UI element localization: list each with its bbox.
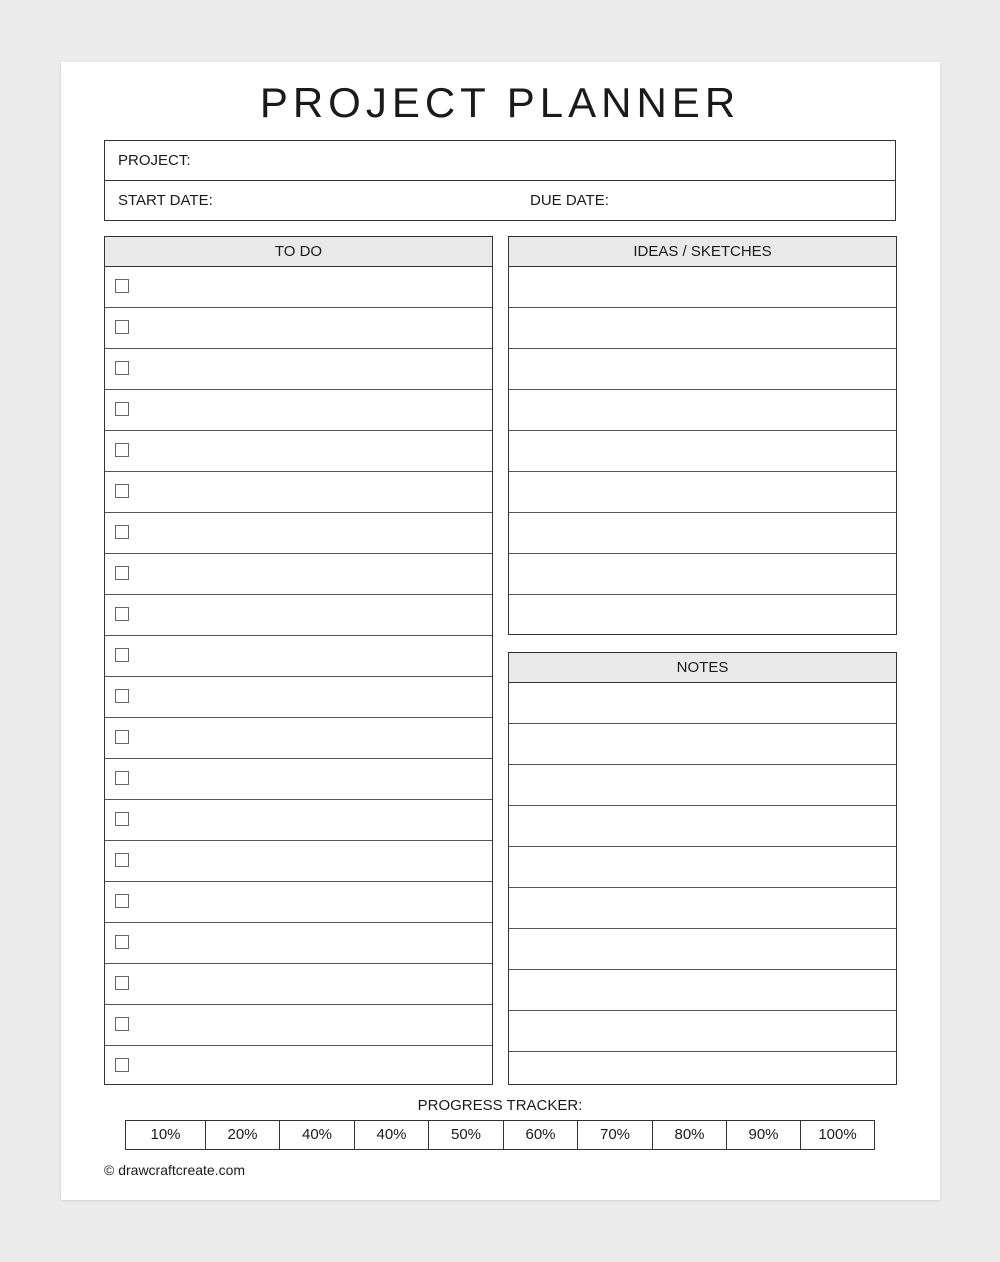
checkbox-icon[interactable] — [115, 853, 129, 867]
checkbox-icon[interactable] — [115, 730, 129, 744]
checkbox-icon[interactable] — [115, 1058, 129, 1072]
notes-list — [509, 683, 896, 1092]
checkbox-icon[interactable] — [115, 484, 129, 498]
checkbox-icon[interactable] — [115, 443, 129, 457]
checkbox-icon[interactable] — [115, 976, 129, 990]
progress-cell[interactable]: 10% — [126, 1121, 206, 1149]
progress-cell[interactable]: 60% — [504, 1121, 578, 1149]
todo-row[interactable] — [105, 841, 492, 882]
checkbox-icon[interactable] — [115, 771, 129, 785]
checkbox-icon[interactable] — [115, 279, 129, 293]
ideas-row[interactable] — [509, 431, 896, 472]
todo-list — [105, 267, 492, 1086]
todo-row[interactable] — [105, 554, 492, 595]
project-row[interactable] — [105, 141, 895, 181]
ideas-row[interactable] — [509, 308, 896, 349]
todo-row[interactable] — [105, 882, 492, 923]
ideas-row[interactable] — [509, 349, 896, 390]
ideas-row[interactable] — [509, 267, 896, 308]
ideas-row[interactable] — [509, 554, 896, 595]
project-label: PROJECT: — [118, 152, 191, 169]
notes-row[interactable] — [509, 765, 896, 806]
notes-row[interactable] — [509, 888, 896, 929]
todo-row[interactable] — [105, 718, 492, 759]
todo-row[interactable] — [105, 390, 492, 431]
checkbox-icon[interactable] — [115, 525, 129, 539]
due-date-label: DUE DATE: — [530, 192, 609, 209]
notes-row[interactable] — [509, 724, 896, 765]
ideas-row[interactable] — [509, 472, 896, 513]
todo-row[interactable] — [105, 677, 492, 718]
progress-cell[interactable]: 40% — [280, 1121, 355, 1149]
progress-tracker-label: PROGRESS TRACKER: — [417, 1097, 583, 1114]
progress-cell[interactable]: 80% — [653, 1121, 727, 1149]
notes-row[interactable] — [509, 1052, 896, 1092]
checkbox-icon[interactable] — [115, 320, 129, 334]
todo-panel — [104, 236, 493, 1085]
checkbox-icon[interactable] — [115, 402, 129, 416]
start-date-label: START DATE: — [118, 192, 213, 209]
ideas-row[interactable] — [509, 390, 896, 431]
notes-row[interactable] — [509, 970, 896, 1011]
notes-row[interactable] — [509, 847, 896, 888]
checkbox-icon[interactable] — [115, 607, 129, 621]
notes-row[interactable] — [509, 806, 896, 847]
ideas-row[interactable] — [509, 595, 896, 635]
todo-row[interactable] — [105, 1046, 492, 1086]
notes-row[interactable] — [509, 683, 896, 724]
todo-row[interactable] — [105, 349, 492, 390]
ideas-row[interactable] — [509, 513, 896, 554]
progress-tracker — [125, 1120, 875, 1150]
todo-heading: TO DO — [105, 237, 492, 267]
progress-cell[interactable]: 40% — [355, 1121, 429, 1149]
checkbox-icon[interactable] — [115, 812, 129, 826]
checkbox-icon[interactable] — [115, 566, 129, 580]
notes-row[interactable] — [509, 1011, 896, 1052]
todo-row[interactable] — [105, 472, 492, 513]
page-title: PROJECT PLANNER — [259, 79, 741, 126]
copyright-footer: © drawcraftcreate.com — [104, 1162, 246, 1178]
checkbox-icon[interactable] — [115, 1017, 129, 1031]
todo-row[interactable] — [105, 636, 492, 677]
progress-cell[interactable]: 100% — [818, 1126, 857, 1143]
progress-cell[interactable]: 50% — [429, 1121, 504, 1149]
checkbox-icon[interactable] — [115, 361, 129, 375]
todo-row[interactable] — [105, 267, 492, 308]
todo-row[interactable] — [105, 964, 492, 1005]
progress-cell[interactable]: 70% — [578, 1121, 653, 1149]
ideas-heading: IDEAS / SKETCHES — [509, 237, 896, 267]
todo-row[interactable] — [105, 431, 492, 472]
ideas-panel — [508, 236, 897, 635]
todo-row[interactable] — [105, 1005, 492, 1046]
dates-row[interactable] — [105, 181, 895, 220]
checkbox-icon[interactable] — [115, 648, 129, 662]
checkbox-icon[interactable] — [115, 935, 129, 949]
checkbox-icon[interactable] — [115, 894, 129, 908]
todo-row[interactable] — [105, 923, 492, 964]
notes-row[interactable] — [509, 929, 896, 970]
todo-row[interactable] — [105, 513, 492, 554]
project-info-box — [104, 140, 896, 221]
notes-heading: NOTES — [509, 653, 896, 683]
checkbox-icon[interactable] — [115, 689, 129, 703]
notes-panel — [508, 652, 897, 1085]
progress-cell[interactable]: 20% — [206, 1121, 280, 1149]
todo-row[interactable] — [105, 759, 492, 800]
todo-row[interactable] — [105, 800, 492, 841]
todo-row[interactable] — [105, 595, 492, 636]
ideas-list — [509, 267, 896, 635]
todo-row[interactable] — [105, 308, 492, 349]
progress-cell[interactable]: 90% — [727, 1121, 801, 1149]
